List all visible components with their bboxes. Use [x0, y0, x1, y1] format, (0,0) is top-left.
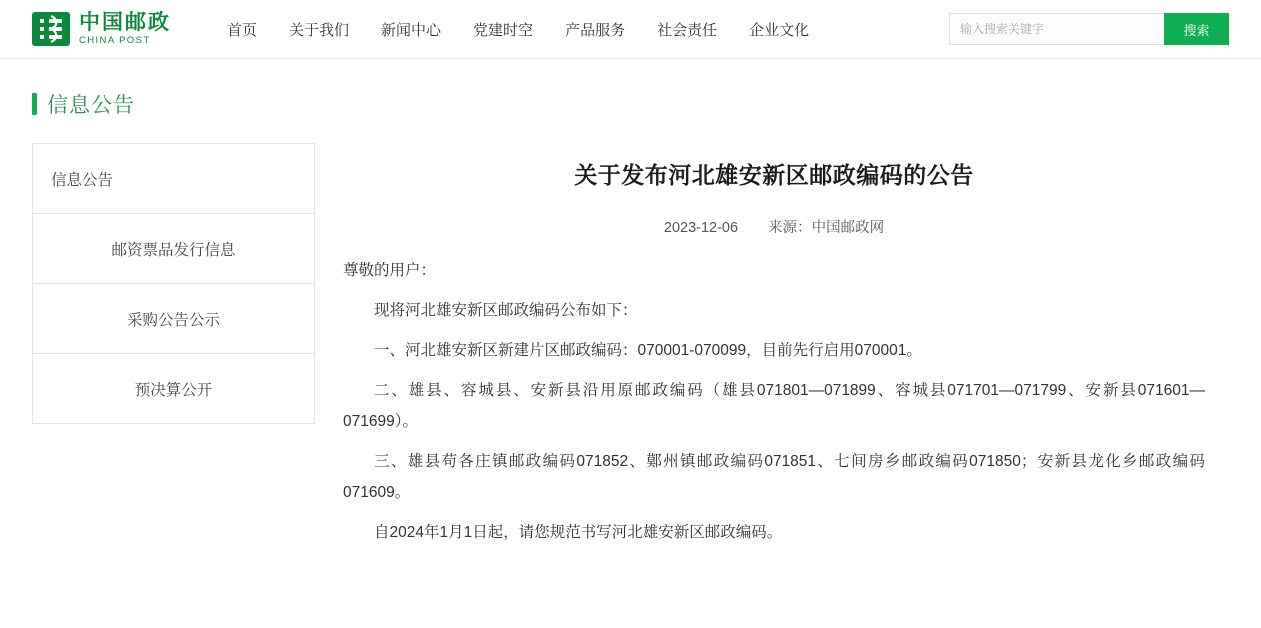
- title-accent-bar: [32, 93, 37, 115]
- nav-item-party[interactable]: 党建时空: [473, 21, 534, 39]
- site-header: [0, 0, 1261, 59]
- article-paragraph: 尊敬的用户：: [343, 262, 437, 279]
- nav-item-about[interactable]: 关于我们: [289, 21, 350, 39]
- site-logo[interactable]: [32, 12, 171, 46]
- search-button[interactable]: 搜索: [1164, 13, 1229, 45]
- page-content: [0, 119, 1261, 557]
- article-source: 来源：中国邮政网: [768, 220, 885, 236]
- article-paragraph: 一、河北雄安新区新建片区邮政编码：070001-070099，目前先行启用070001。: [374, 342, 922, 359]
- page-title: [32, 89, 1261, 119]
- search-input[interactable]: [949, 13, 1164, 45]
- article-title: 关于发布河北雄安新区邮政编码的公告: [574, 162, 974, 188]
- article-paragraph: 三、雄县苟各庄镇邮政编码071852、鄚州镇邮政编码071851、七间房乡邮政编码071850；安新县龙化乡邮政编码071609。: [343, 453, 1205, 501]
- article-paragraph: 自2024年1月1日起，请您规范书写河北雄安新区邮政编码。: [374, 524, 783, 541]
- article-paragraph: 现将河北雄安新区邮政编码公布如下：: [374, 302, 638, 319]
- article: [343, 143, 1229, 557]
- main-nav: [211, 19, 825, 40]
- sidebar-item-notice[interactable]: 信息公告: [32, 143, 315, 214]
- page-title-text: 信息公告: [47, 94, 135, 117]
- nav-item-culture[interactable]: 企业文化: [749, 21, 810, 39]
- logo-text-cn: 中国邮政: [79, 11, 171, 35]
- nav-item-news[interactable]: 新闻中心: [381, 21, 442, 39]
- logo-text-en: CHINA POST: [79, 35, 151, 47]
- article-date: 2023-12-06: [663, 220, 739, 236]
- china-post-logo-icon: [32, 12, 70, 46]
- search-box: [949, 13, 1229, 45]
- sidebar-item-procurement[interactable]: 采购公告公示: [32, 283, 315, 354]
- sidebar-item-budget[interactable]: 预决算公开: [32, 353, 315, 424]
- article-body: [343, 255, 1205, 548]
- sidebar: [32, 143, 315, 557]
- sidebar-item-stamp-issue[interactable]: 邮资票品发行信息: [32, 213, 315, 284]
- nav-item-products[interactable]: 产品服务: [565, 21, 626, 39]
- nav-item-home[interactable]: 首页: [227, 21, 258, 39]
- article-meta: [343, 216, 1205, 237]
- article-paragraph: 二、雄县、容城县、安新县沿用原邮政编码（雄县071801—071899、容城县071701—071799、安新县071601—071699）。: [343, 382, 1205, 430]
- nav-item-csr[interactable]: 社会责任: [657, 21, 718, 39]
